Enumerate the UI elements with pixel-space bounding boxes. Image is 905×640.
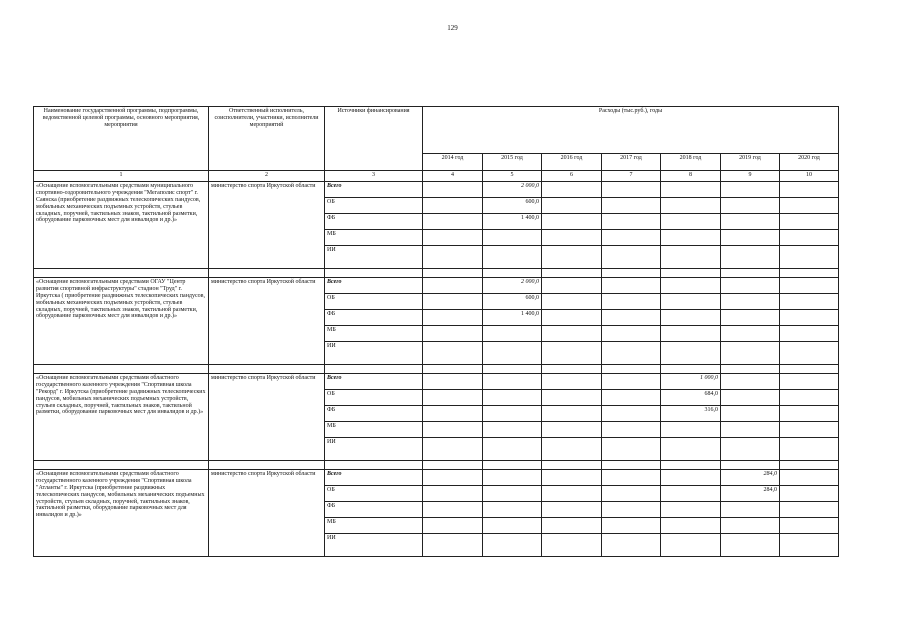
separator-cell: [483, 269, 542, 278]
column-number-row: [34, 171, 839, 182]
expense-value: [602, 438, 661, 461]
expense-value: [780, 422, 839, 438]
expense-value: [780, 390, 839, 406]
expense-value: [661, 486, 721, 502]
expense-value: [661, 518, 721, 534]
expense-value: [423, 502, 483, 518]
funding-source-label: ОБ: [325, 390, 423, 406]
funding-source-label: МБ: [325, 326, 423, 342]
page-number: 129: [447, 24, 458, 32]
expense-value: [542, 406, 602, 422]
expense-value: [602, 390, 661, 406]
separator-cell: [661, 365, 721, 374]
expense-value: [780, 310, 839, 326]
expense-value: [542, 214, 602, 230]
expense-value: [602, 374, 661, 390]
expense-value: [721, 502, 780, 518]
expense-value: [602, 294, 661, 310]
separator-cell: [325, 365, 423, 374]
expense-value: 284,0: [721, 486, 780, 502]
year-header: 2015 год: [483, 154, 542, 171]
funding-source-label: ОБ: [325, 294, 423, 310]
expense-value: [721, 182, 780, 198]
expense-value: [780, 518, 839, 534]
year-header: 2020 год: [780, 154, 839, 171]
separator-cell: [721, 461, 780, 470]
expense-value: 600,0: [483, 294, 542, 310]
funding-source-label: ОБ: [325, 486, 423, 502]
group-separator: [34, 461, 839, 470]
expense-value: [423, 390, 483, 406]
expense-value: [423, 214, 483, 230]
expense-value: [483, 406, 542, 422]
expense-value: [721, 534, 780, 557]
expense-value: [542, 518, 602, 534]
expense-value: [661, 470, 721, 486]
measure-description: «Оснащение вспомогательными средствами муниципального спортивно-оздоровительного учреждения "Мегаполис спорт" г. Саянска (приобретение раздвижных телескопических пандусов, мобильных механических подъемных устройств, стульев складных, поручней, тактильных знаков, тактильной разметки, оборудование парковочных мест для инвалидов и др.)»: [34, 182, 209, 269]
expense-value: [423, 198, 483, 214]
expense-value: [602, 406, 661, 422]
expense-value: [602, 310, 661, 326]
column-number: 5: [483, 171, 542, 182]
funding-source-label: ФБ: [325, 310, 423, 326]
budget-table: [33, 106, 839, 557]
expense-value: [602, 182, 661, 198]
expense-value: [721, 438, 780, 461]
separator-cell: [34, 461, 209, 470]
expense-value: [721, 342, 780, 365]
expense-value: 1 400,0: [483, 214, 542, 230]
funding-source-label: МБ: [325, 422, 423, 438]
column-number: 8: [661, 171, 721, 182]
expense-value: [423, 374, 483, 390]
expense-value: [661, 534, 721, 557]
funding-source-label: МБ: [325, 230, 423, 246]
separator-cell: [325, 269, 423, 278]
expense-value: [780, 278, 839, 294]
expense-value: [721, 230, 780, 246]
group-separator: [34, 269, 839, 278]
funding-source-label: ФБ: [325, 406, 423, 422]
expense-value: [483, 518, 542, 534]
expense-value: [423, 470, 483, 486]
separator-cell: [780, 269, 839, 278]
expense-value: [602, 534, 661, 557]
separator-cell: [721, 269, 780, 278]
expense-value: [721, 246, 780, 269]
expense-value: [483, 438, 542, 461]
expense-value: [483, 470, 542, 486]
expense-value: [542, 326, 602, 342]
expense-value: [661, 278, 721, 294]
expense-value: [542, 294, 602, 310]
expense-value: [780, 470, 839, 486]
separator-cell: [602, 365, 661, 374]
year-header: 2019 год: [721, 154, 780, 171]
header-sources: Источники финансирования: [325, 107, 423, 171]
expense-value: [542, 374, 602, 390]
expense-value: [542, 534, 602, 557]
expense-value: [780, 294, 839, 310]
expense-value: [483, 486, 542, 502]
expense-value: [423, 246, 483, 269]
expense-value: [780, 214, 839, 230]
expense-value: [483, 246, 542, 269]
expense-value: [602, 422, 661, 438]
separator-cell: [661, 461, 721, 470]
separator-cell: [34, 269, 209, 278]
column-number: 10: [780, 171, 839, 182]
table-body: [34, 182, 839, 557]
expense-value: 1 000,0: [661, 374, 721, 390]
expense-value: [721, 406, 780, 422]
expense-value: [602, 214, 661, 230]
expense-value: [423, 182, 483, 198]
funding-source-label: ИИ: [325, 534, 423, 557]
expense-value: [483, 342, 542, 365]
expense-value: [602, 342, 661, 365]
expense-value: [542, 198, 602, 214]
source-row: [34, 470, 839, 486]
expense-value: [602, 278, 661, 294]
year-header: 2014 год: [423, 154, 483, 171]
expense-value: [542, 486, 602, 502]
expense-value: [661, 198, 721, 214]
header-executor: Ответственный исполнитель, соисполнители, участники, исполнители мероприятий: [209, 107, 325, 171]
separator-cell: [423, 461, 483, 470]
measure-description: «Оснащение вспомогательными средствами областного государственного казенного учреждения "Спортивная школа "Рекорд" г. Иркутска (приобретение раздвижных телескопических пандусов, мобильных механических подъемных устройств, стульев складных, поручней, тактильных знаков, тактильной разметки, оборудование парковочных мест для инвалидов и др.)»: [34, 374, 209, 461]
separator-cell: [483, 365, 542, 374]
separator-cell: [661, 269, 721, 278]
separator-cell: [780, 365, 839, 374]
expense-value: [423, 310, 483, 326]
separator-cell: [780, 461, 839, 470]
separator-cell: [209, 461, 325, 470]
separator-cell: [483, 461, 542, 470]
measure-description: «Оснащение вспомогательными средствами областного государственного казенного учреждения "Спортивная школа "Атланты" г. Иркутска (приобретение раздвижных телескопических пандусов, мобильных механических подъемных устройств, стульев складных, поручней, тактильных знаков, тактильной разметки, оборудование парковочных мест для инвалидов и др.)»: [34, 470, 209, 557]
funding-source-label: ИИ: [325, 342, 423, 365]
expense-value: [602, 486, 661, 502]
expense-value: [661, 502, 721, 518]
funding-source-label: МБ: [325, 518, 423, 534]
expense-value: [602, 230, 661, 246]
expense-value: [661, 214, 721, 230]
expense-value: [780, 534, 839, 557]
expense-value: [483, 390, 542, 406]
expense-value: [661, 230, 721, 246]
expense-value: [721, 518, 780, 534]
separator-cell: [423, 269, 483, 278]
expense-value: [721, 278, 780, 294]
expense-value: [542, 470, 602, 486]
expense-value: [423, 294, 483, 310]
expense-value: [542, 230, 602, 246]
expense-value: [602, 502, 661, 518]
expense-value: [423, 422, 483, 438]
expense-value: [602, 518, 661, 534]
funding-source-label: ФБ: [325, 502, 423, 518]
measure-executor: министерство спорта Иркутской области: [209, 470, 325, 557]
header-row: [34, 107, 839, 154]
separator-cell: [721, 365, 780, 374]
column-number: 3: [325, 171, 423, 182]
group-separator: [34, 365, 839, 374]
expense-value: [542, 438, 602, 461]
expense-value: [542, 422, 602, 438]
expense-value: 600,0: [483, 198, 542, 214]
measure-description: «Оснащение вспомогательными средствами ОГАУ "Центр развития спортивной инфраструктуры" стадион "Труд" г. Иркутска ( приобретение раздвижных телескопических пандусов, мобильных механических подъемных устройств, стульев складных, поручней, тактильных знаков, тактильной разметки, оборудование парковочных мест для инвалидов и др.)»: [34, 278, 209, 365]
expense-value: [542, 342, 602, 365]
expense-value: 316,0: [661, 406, 721, 422]
expense-value: [423, 230, 483, 246]
funding-source-label: Всего: [325, 374, 423, 390]
separator-cell: [602, 461, 661, 470]
expense-value: [780, 198, 839, 214]
funding-source-label: ОБ: [325, 198, 423, 214]
expense-value: [780, 502, 839, 518]
expense-value: [780, 438, 839, 461]
expense-value: [661, 326, 721, 342]
column-number: 7: [602, 171, 661, 182]
expense-value: [721, 374, 780, 390]
expense-value: [423, 342, 483, 365]
header-expenses: Расходы (тыс.руб.), годы: [423, 107, 839, 154]
separator-cell: [34, 365, 209, 374]
expense-value: [423, 406, 483, 422]
expense-value: [423, 486, 483, 502]
year-header: 2016 год: [542, 154, 602, 171]
expense-value: 2 000,0: [483, 182, 542, 198]
expense-value: [721, 310, 780, 326]
funding-source-label: Всего: [325, 470, 423, 486]
expense-value: [721, 214, 780, 230]
expense-value: [423, 518, 483, 534]
expense-value: [542, 278, 602, 294]
expense-value: [661, 422, 721, 438]
expense-value: [780, 342, 839, 365]
year-header: 2018 год: [661, 154, 721, 171]
expense-value: [602, 246, 661, 269]
source-row: [34, 374, 839, 390]
expense-value: [721, 390, 780, 406]
expense-value: [780, 230, 839, 246]
expense-value: [542, 310, 602, 326]
expense-value: 2 000,0: [483, 278, 542, 294]
expense-value: [483, 534, 542, 557]
expense-value: [780, 406, 839, 422]
separator-cell: [325, 461, 423, 470]
expense-value: [542, 182, 602, 198]
funding-source-label: Всего: [325, 278, 423, 294]
expense-value: [542, 502, 602, 518]
expense-value: [780, 182, 839, 198]
expense-value: [661, 246, 721, 269]
expense-value: [483, 502, 542, 518]
funding-source-label: ИИ: [325, 438, 423, 461]
expense-value: [423, 438, 483, 461]
expense-value: [483, 374, 542, 390]
expense-value: [602, 470, 661, 486]
expense-value: [483, 422, 542, 438]
expense-value: [661, 182, 721, 198]
expense-value: [661, 342, 721, 365]
column-number: 4: [423, 171, 483, 182]
measure-executor: министерство спорта Иркутской области: [209, 182, 325, 269]
funding-source-label: Всего: [325, 182, 423, 198]
expense-value: [423, 326, 483, 342]
separator-cell: [209, 269, 325, 278]
expense-value: 1 400,0: [483, 310, 542, 326]
separator-cell: [542, 269, 602, 278]
expense-value: [423, 278, 483, 294]
expense-value: [542, 390, 602, 406]
separator-cell: [602, 269, 661, 278]
expense-value: [661, 310, 721, 326]
header-name: Наименование государственной программы, подпрограммы, ведомственной целевой программы, основного мероприятия, мероприятия: [34, 107, 209, 171]
expense-value: 684,0: [661, 390, 721, 406]
expense-value: [661, 438, 721, 461]
funding-source-label: ФБ: [325, 214, 423, 230]
expense-value: [721, 294, 780, 310]
expense-value: [780, 374, 839, 390]
expense-value: [780, 486, 839, 502]
expense-value: [423, 534, 483, 557]
column-number: 6: [542, 171, 602, 182]
measure-executor: министерство спорта Иркутской области: [209, 278, 325, 365]
separator-cell: [542, 365, 602, 374]
funding-source-label: ИИ: [325, 246, 423, 269]
expense-value: [602, 198, 661, 214]
expense-value: [721, 326, 780, 342]
expense-value: [661, 294, 721, 310]
expense-value: [483, 230, 542, 246]
source-row: [34, 278, 839, 294]
expense-value: [780, 246, 839, 269]
expense-value: [542, 246, 602, 269]
column-number: 2: [209, 171, 325, 182]
column-number: 9: [721, 171, 780, 182]
year-header: 2017 год: [602, 154, 661, 171]
expense-value: 284,0: [721, 470, 780, 486]
source-row: [34, 182, 839, 198]
expense-value: [780, 326, 839, 342]
column-number: 1: [34, 171, 209, 182]
expense-value: [483, 326, 542, 342]
separator-cell: [209, 365, 325, 374]
separator-cell: [423, 365, 483, 374]
expense-value: [721, 198, 780, 214]
expense-value: [721, 422, 780, 438]
separator-cell: [542, 461, 602, 470]
expense-value: [602, 326, 661, 342]
measure-executor: министерство спорта Иркутской области: [209, 374, 325, 461]
